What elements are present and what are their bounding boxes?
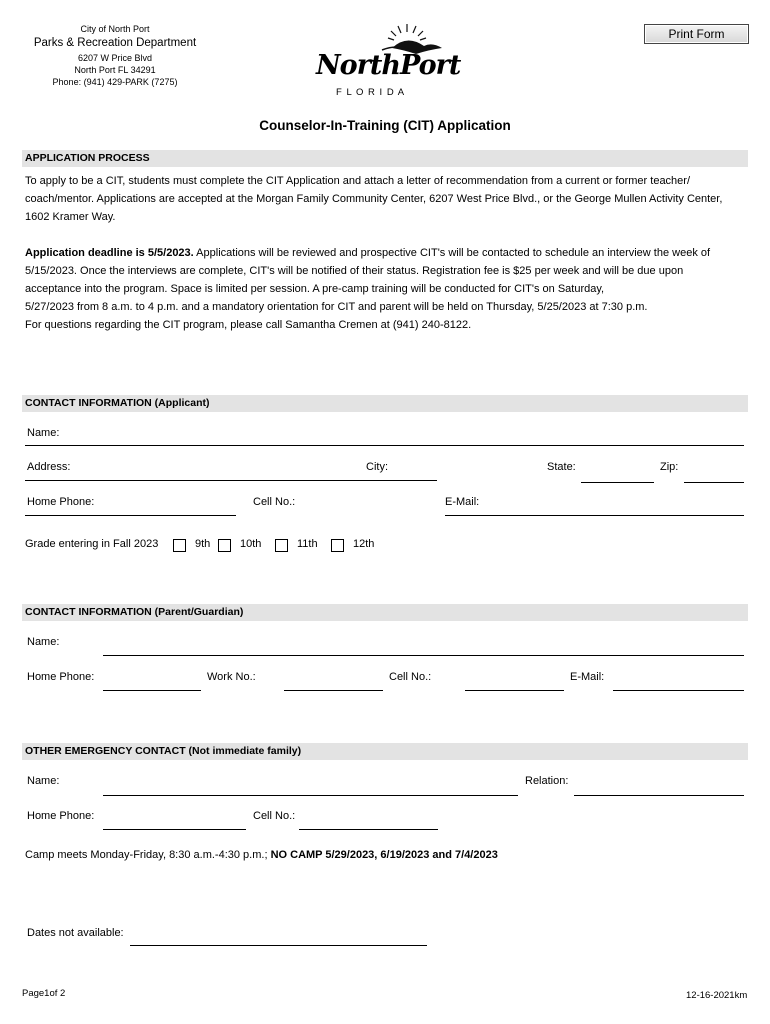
dates-not-available-field[interactable]: [130, 945, 427, 946]
parent-email-field[interactable]: [613, 690, 744, 691]
applicant-home-phone-field[interactable]: [25, 515, 236, 516]
emergency-cell-label: Cell No.:: [253, 810, 296, 822]
print-form-button[interactable]: Print Form: [644, 24, 749, 44]
parent-email-label: E-Mail:: [570, 671, 605, 683]
applicant-state-label: State:: [547, 461, 576, 473]
page-number: Page1of 2: [22, 988, 66, 999]
grade-10-label: 10th: [240, 538, 262, 550]
emergency-relation-field[interactable]: [574, 795, 744, 796]
page-title: Counselor-In-Training (CIT) Application: [259, 118, 511, 133]
emergency-relation-label: Relation:: [525, 775, 569, 787]
no-camp-dates: NO CAMP 5/29/2023, 6/19/2023 and 7/4/2023: [270, 849, 498, 861]
address-line-1: 6207 W Price Blvd: [77, 53, 153, 63]
parent-heading: CONTACT INFORMATION (Parent/Guardian): [22, 604, 748, 621]
department-name: Parks & Recreation Department: [33, 37, 197, 49]
emergency-heading: OTHER EMERGENCY CONTACT (Not immediate family): [22, 743, 748, 760]
deadline-paragraph: [25, 244, 747, 334]
applicant-zip-field[interactable]: [684, 482, 744, 483]
city-name: City of North Port: [80, 24, 150, 34]
applicant-zip-label: Zip:: [660, 461, 679, 473]
applicant-heading: CONTACT INFORMATION (Applicant): [22, 395, 748, 412]
deadline-line-1: Applications will be reviewed and prospective CIT's will be contacted to schedule an interview the week of: [193, 247, 711, 259]
grade-label: Grade entering in Fall 2023: [25, 538, 159, 550]
applicant-email-field[interactable]: [445, 515, 744, 516]
applicant-name-field[interactable]: [25, 445, 744, 446]
parent-home-phone-field[interactable]: [103, 690, 201, 691]
parent-work-label: Work No.:: [207, 671, 256, 683]
parent-cell-label: Cell No.:: [389, 671, 432, 683]
dates-not-available-label: Dates not available:: [27, 927, 124, 939]
deadline-line-3: acceptance into the program. Space is limited per session. A pre-camp training will be conducted for CIT's on Saturday,: [25, 283, 605, 295]
grade-9-label: 9th: [195, 538, 211, 550]
emergency-home-phone-label: Home Phone:: [27, 810, 95, 822]
emergency-name-field[interactable]: [103, 795, 518, 796]
north-port-logo: [312, 20, 461, 100]
applicant-email-label: E-Mail:: [445, 496, 480, 508]
grade-12-label: 12th: [353, 538, 375, 550]
grade-10-checkbox[interactable]: [218, 539, 231, 552]
grade-9-checkbox[interactable]: [173, 539, 186, 552]
logo-wordmark: NorthPort: [316, 50, 461, 81]
applicant-state-field[interactable]: [581, 482, 654, 483]
application-process-text: To apply to be a CIT, students must complete the CIT Application and attach a letter of recommendation from a current or former teacher/ coach/mentor. Applications are accepted at the Morgan Family Community Center, 6207 West Price Blvd., or the George Mullen Activity Center, 1602 Kramer Way.: [25, 175, 723, 223]
applicant-address-label: Address:: [27, 461, 71, 473]
grade-11-label: 11th: [297, 538, 318, 550]
parent-cell-field[interactable]: [465, 690, 564, 691]
parent-home-phone-label: Home Phone:: [27, 671, 95, 683]
form-code: 12-16-2021km: [686, 990, 748, 1001]
address-line-2: North Port FL 34291: [74, 65, 156, 75]
grade-12-checkbox[interactable]: [331, 539, 344, 552]
camp-schedule: [25, 849, 498, 861]
logo-florida: F L O R I D A: [336, 87, 406, 98]
deadline-line-5: For questions regarding the CIT program, please call Samantha Cremen at (941) 240-8122.: [25, 319, 472, 331]
camp-meets-text: Camp meets Monday-Friday, 8:30 a.m.-4:30 p.m.;: [25, 849, 271, 861]
applicant-home-phone-label: Home Phone:: [27, 496, 95, 508]
emergency-cell-field[interactable]: [299, 829, 438, 830]
deadline-line-4: 5/27/2023 from 8 a.m. to 4 p.m. and a mandatory orientation for CIT and parent will be held on Thursday, 5/25/2023 at 7:30 p.m.: [25, 301, 648, 313]
parent-name-field[interactable]: [103, 655, 744, 656]
parent-name-label: Name:: [27, 636, 60, 648]
emergency-home-phone-field[interactable]: [103, 829, 246, 830]
applicant-address-field[interactable]: [25, 480, 437, 481]
applicant-city-label: City:: [366, 461, 388, 473]
emergency-name-label: Name:: [27, 775, 60, 787]
applicant-name-label: Name:: [27, 427, 60, 439]
grade-11-checkbox[interactable]: [275, 539, 288, 552]
application-process-heading: APPLICATION PROCESS: [22, 150, 748, 167]
deadline-bold: Application deadline is 5/5/2023.: [25, 247, 194, 259]
department-phone: Phone: (941) 429-PARK (7275): [52, 77, 178, 87]
deadline-line-2: 5/15/2023. Once the interviews are complete, CIT's will be notified of their status. Registration fee is $25 per week and will be due upon: [25, 265, 684, 277]
applicant-cell-label: Cell No.:: [253, 496, 296, 508]
parent-work-field[interactable]: [284, 690, 383, 691]
